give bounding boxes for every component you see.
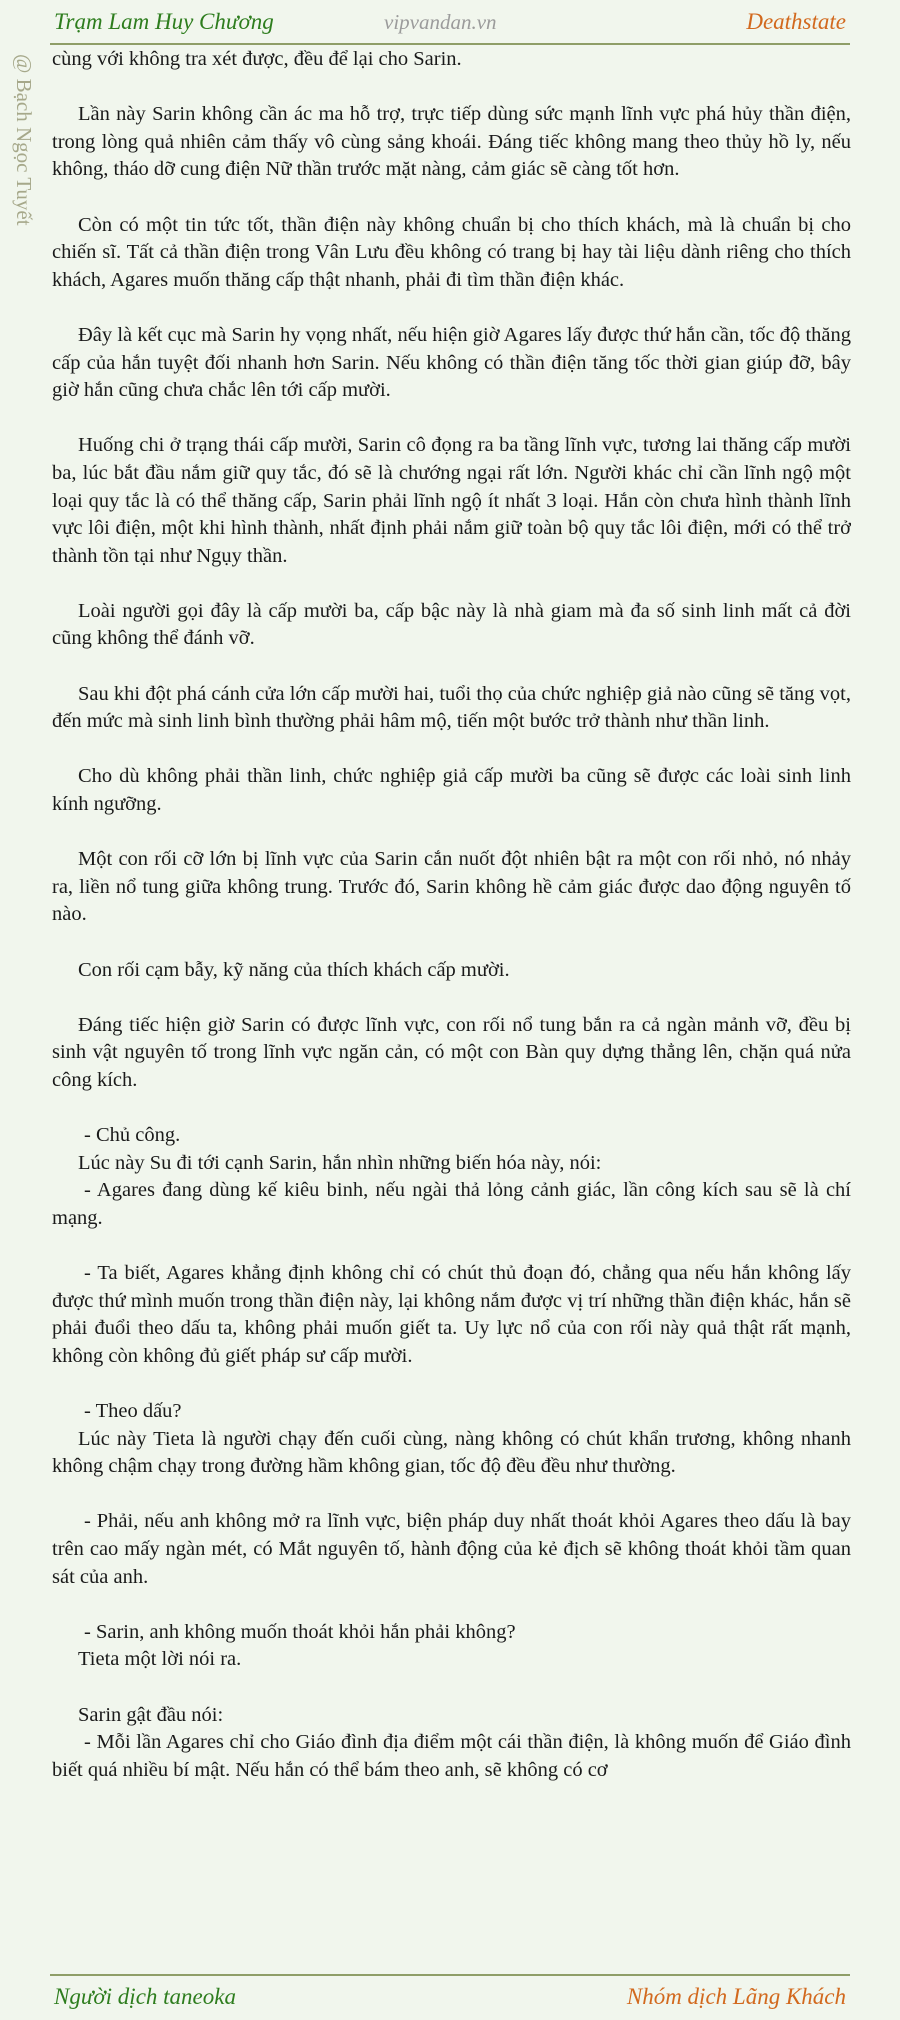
paragraph: Lần này Sarin không cần ác ma hỗ trợ, trực tiếp dùng sức mạnh lĩnh vực phá hủy thần điện, trong lòng quả nhiên cảm thấy vô cùng sảng khoái. Đáng tiếc không mang theo thủy hồ ly, nếu không, tháo dỡ cung điện Nữ thần trước mặt nàng, cảm giác sẽ càng tốt hơn. — [52, 103, 851, 181]
header-book-title: Deathstate — [746, 9, 846, 34]
chapter-body — [52, 46, 851, 1972]
paragraph: Tieta một lời nói ra. — [78, 1648, 242, 1671]
paragraph: Một con rối cỡ lớn bị lĩnh vực của Sarin cắn nuốt đột nhiên bật ra một con rối nhỏ, nó nhảy ra, liền nổ tung giữa không trung. Trước đó, Sarin không hề cảm giác được dao động nguyên tố nào. — [52, 848, 851, 926]
paragraph: Loài người gọi đây là cấp mười ba, cấp bậc này là nhà giam mà đa số sinh linh mất cả đời cũng không thể đánh vỡ. — [52, 599, 851, 650]
paragraph: Con rối cạm bẫy, kỹ năng của thích khách cấp mười. — [78, 958, 510, 981]
footer-group: Nhóm dịch Lãng Khách — [626, 1984, 846, 2009]
dialogue-line: - Mỗi lần Agares chỉ cho Giáo đình địa điểm một cái thần điện, là không muốn để Giáo đình biết quá nhiều bí mật. Nếu hắn có thể bám theo anh, sẽ không có cơ — [52, 1731, 851, 1781]
header-site-name: Trạm Lam Huy Chương — [54, 9, 274, 34]
footer-translator: Người dịch taneoka — [54, 1984, 236, 2009]
dialogue-line: - Ta biết, Agares khẳng định không chỉ có chút thủ đoạn đó, chẳng qua nếu hắn không lấy được thứ mình muốn trong thần điện này, lại không nắm được vị trí những thần điện khác, hắn sẽ phải đuổi theo dấu ta, không phải muốn giết ta. Uy lực nổ của con rối này quả thật rất mạnh, không còn không đủ giết pháp sư cấp mười. — [52, 1262, 851, 1367]
paragraph: Lúc này Su đi tới cạnh Sarin, hắn nhìn những biến hóa này, nói: — [78, 1151, 602, 1174]
paragraph: Sarin gật đầu nói: — [78, 1703, 224, 1726]
dialogue-line: - Phải, nếu anh không mở ra lĩnh vực, biện pháp duy nhất thoát khỏi Agares theo dấu là bay trên cao mấy ngàn mét, có Mắt nguyên tố, hành động của kẻ địch sẽ không thoát khỏi tầm quan sát của anh. — [52, 1510, 851, 1588]
page-header — [0, 0, 900, 44]
page-footer — [0, 1976, 900, 2020]
paragraph: Còn có một tin tức tốt, thần điện này không chuẩn bị cho thích khách, mà là chuẩn bị cho chiến sĩ. Tất cả thần điện trong Vân Lưu đều không có trang bị hay tài liệu dành riêng cho thích khách, Agares muốn thăng cấp thật nhanh, phải đi tìm thần điện khác. — [52, 213, 851, 291]
header-divider — [50, 43, 850, 45]
header-domain: vipvandan.vn — [384, 10, 497, 34]
dialogue-line: - Theo dấu? — [84, 1400, 182, 1423]
dialogue-line: - Sarin, anh không muốn thoát khỏi hắn phải không? — [84, 1620, 516, 1643]
paragraph: Lúc này Tieta là người chạy đến cuối cùng, nàng không có chút khẩn trương, không nhanh không chậm chạy trong đường hầm không gian, tốc độ đều đều như thường. — [52, 1427, 851, 1478]
paragraph: Huống chi ở trạng thái cấp mười, Sarin cô đọng ra ba tầng lĩnh vực, tương lai thăng cấp mười ba, lúc bắt đầu nắm giữ quy tắc, đó sẽ là chướng ngại rất lớn. Người khác chỉ cần lĩnh ngộ một loại quy tắc là có thể thăng cấp, Sarin phải lĩnh ngộ ít nhất 3 loại. Hắn còn chưa hình thành lĩnh vực lôi điện, một khi hình thành, nhất định phải nắm giữ toàn bộ quy tắc lôi điện, mới có thể trở thành tồn tại như Ngụy thần. — [52, 434, 851, 567]
paragraph: cùng với không tra xét được, đều để lại cho Sarin. — [52, 48, 462, 70]
side-watermark: @ Bạch Ngọc Tuyết — [12, 54, 36, 226]
dialogue-line: - Chủ công. — [84, 1124, 181, 1147]
paragraph: Cho dù không phải thần linh, chức nghiệp giả cấp mười ba cũng sẽ được các loài sinh linh kính ngưỡng. — [52, 765, 851, 816]
dialogue-line: - Agares đang dùng kế kiêu binh, nếu ngài thả lỏng cảnh giác, lần công kích sau sẽ là chí mạng. — [52, 1179, 851, 1229]
paragraph: Đáng tiếc hiện giờ Sarin có được lĩnh vực, con rối nổ tung bắn ra cả ngàn mảnh vỡ, đều bị sinh vật nguyên tố trong lĩnh vực ngăn cản, có một con Bàn quy dựng thẳng lên, chặn quá nửa công kích. — [52, 1013, 851, 1091]
paragraph: Đây là kết cục mà Sarin hy vọng nhất, nếu hiện giờ Agares lấy được thứ hắn cần, tốc độ thăng cấp của hắn tuyệt đối nhanh hơn Sarin. Nếu không có thần điện tăng tốc thời gian giúp đỡ, bây giờ hắn cũng chưa chắc lên tới cấp mười. — [52, 323, 851, 402]
paragraph: Sau khi đột phá cánh cửa lớn cấp mười hai, tuổi thọ của chức nghiệp giả nào cũng sẽ tăng vọt, đến mức mà sinh linh bình thường phải hâm mộ, tiến một bước trở thành như thần linh. — [52, 682, 851, 733]
